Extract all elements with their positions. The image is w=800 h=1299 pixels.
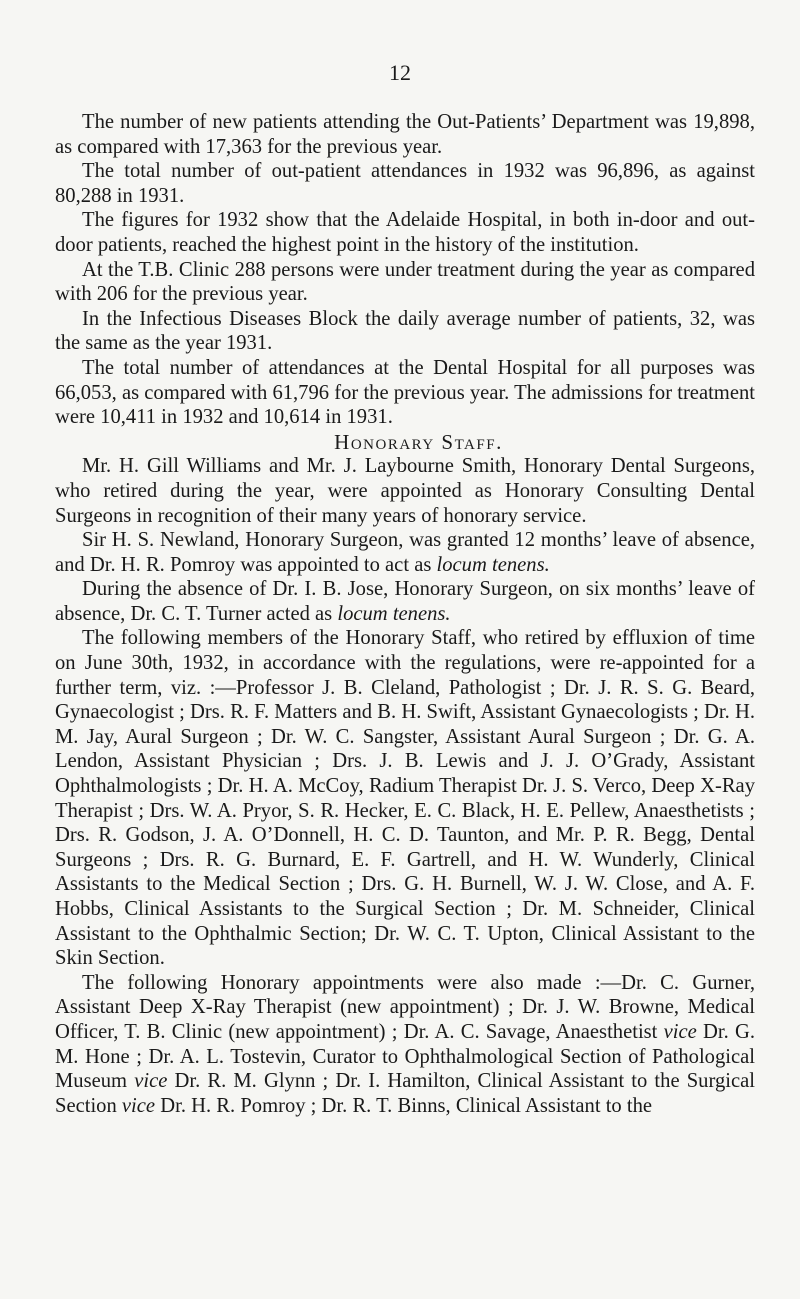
paragraph-dental-hospital: The total number of attendances at the Dental Hospital for all purposes was 66,053, as compared with 61,796 for the previous year. The admissions for treatment were 10,411 in 1932 and 10,614 in 1931. [55,356,755,429]
text-run: Sir H. S. Newland, Honorary Surgeon, was granted 12 months’ leave of absence, and Dr. H. R. Pomroy was appointed to act as [55,529,755,576]
text-run: Dr. G. M. Hone ; Dr. A. L. Tostevin, Curator to Ophthalmological Section of Pathological Museum [55,1020,756,1093]
section-heading-honorary-staff: Honorary Staff. [334,429,503,454]
text-run: During the absence of Dr. I. B. Jose, Honorary Surgeon, on six months’ leave of absence, Dr. C. T. Turner acted as [55,578,755,625]
paragraph-outpatient-attendances: The total number of out-patient attendances in 1932 was 96,896, as against 80,288 in 1931. [55,160,755,207]
text-run: Dr. H. R. Pomroy ; Dr. R. T. Binns, Clinical Assistant to the [155,1094,653,1117]
paragraph-1932-figures: The figures for 1932 show that the Adelaide Hospital, in both in-door and out-door patients, reached the highest point in the history of the institution. [55,209,755,256]
paragraph-infectious-diseases: In the Infectious Diseases Block the daily average number of patients, 32, was the same as the year 1931. [55,307,755,355]
italic-text: vice [663,1020,697,1043]
text-run: Dr. R. M. Glynn ; Dr. I. Hamilton, Clinical Assistant to the Surgical Section [55,1070,755,1117]
italic-text: locum tenens. [337,602,451,625]
italic-text: vice [121,1094,156,1117]
italic-text: locum tenens. [436,553,550,576]
paragraph-dental-surgeons: Mr. H. Gill Williams and Mr. J. Laybourne Smith, Honorary Dental Surgeons, who retired during the year, were appointed as Honorary Consulting Dental Surgeons in recognition of their many years of honorary service. [55,455,755,527]
paragraph-tb-clinic: At the T.B. Clinic 288 persons were under treatment during the year as compared with 206 for the previous year. [55,258,755,306]
paragraph-reappointed-staff: The following members of the Honorary Staff, who retired by effluxion of time on June 30th, 1932, in accordance with the regulations, were re-appointed for a further term, viz. :—Professor J. B. Cleland, Pathologist ; Dr. J. R. S. G. Beard, Gynaecologist ; Drs. R. F. Matters and B. H. Swift, Assistant Gynaecologists ; Dr. H. M. Jay, Aural Surgeon ; Dr. W. C. Sangster, Assistant Aural Surgeon ; Dr. G. A. Lendon, Assistant Physician ; Drs. J. B. Lewis and J. J. O’Grady, Assistant Ophthalmologists ; Dr. H. A. McCoy, Radium Therapist Dr. J. S. Verco, Deep X-Ray Therapist ; Drs. W. A. Pryor, S. R. Hecker, E. C. Black, H. E. Pellew, Anaesthetists ; Drs. R. Godson, J. A. O’Donnell, H. C. D. Taunton, and Mr. P. R. Begg, Dental Surgeons ; Drs. R. G. Burnard, E. F. Gartrell, and H. W. Wunderly, Clinical Assistants to the Medical Section ; Drs. G. H. Burnell, W. J. W. Close, and A. F. Hobbs, Clinical Assistants to the Surgical Section ; Dr. M. Schneider, Clinical Assistant to the Ophthalmic Section; Dr. W. C. T. Upton, Clinical Assistant to the Skin Section. [55,627,755,970]
italic-text: vice [134,1070,168,1093]
paragraph-new-patients: The number of new patients attending the Out-Patients’ Department was 19,898, as compared with 17,363 for the previous year. [55,111,755,158]
page-body [55,110,755,1118]
paragraph-newland-leave [55,528,755,577]
paragraph-new-appointments [55,971,755,1119]
page-number: 12 [389,60,411,85]
text-run: The following Honorary appointments were also made :—Dr. C. Gurner, Assistant Deep X-Ray Therapist (new appointment) ; Dr. J. W. Browne, Medical Officer, T. B. Clinic (new appointment) ; Dr. A. C. Savage, Anaesthetist [55,971,755,1043]
paragraph-jose-leave [55,577,755,626]
